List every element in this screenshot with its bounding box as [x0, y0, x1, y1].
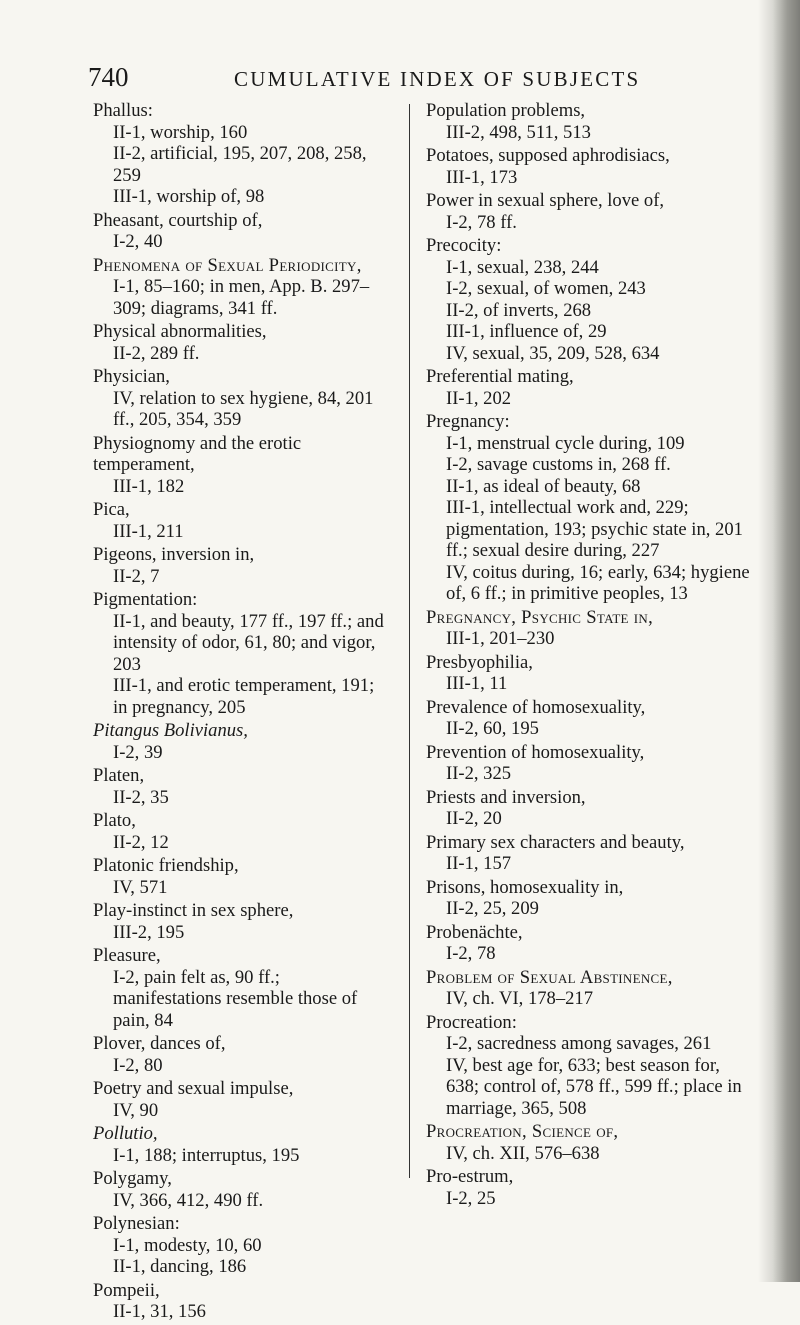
index-subentry: II-2, 12: [113, 831, 169, 853]
index-entry: [93, 1123, 393, 1166]
index-entry-heading: Phenomena of Sexual Periodicity,: [93, 254, 362, 276]
index-entry-heading: Probenächte,: [426, 921, 523, 943]
index-entry-heading: Platen,: [93, 765, 145, 786]
index-subentry: II-1, as ideal of beauty, 68: [446, 475, 641, 497]
index-subentry: II-2, of inverts, 268: [446, 299, 592, 321]
index-entry: [93, 366, 393, 431]
index-subentry: IV, 90: [113, 1099, 159, 1121]
index-entry-heading: Plover, dances of,: [93, 1033, 226, 1054]
index-entry: [426, 235, 751, 364]
index-entry-heading: Procreation, Science of,: [426, 1121, 619, 1142]
index-entry: [93, 1078, 393, 1121]
index-entry-heading: Phallus:: [93, 100, 153, 121]
index-entry: [426, 967, 751, 1010]
index-subentry: IV, best age for, 633; best season for, 638; control of, 578 ff., 599 ff.; place in marriage, 365, 508: [446, 1054, 742, 1119]
index-entry: [93, 544, 393, 587]
index-entry-heading: Pregnancy:: [426, 411, 510, 432]
index-entry: [426, 411, 751, 605]
index-subentry: II-1, dancing, 186: [113, 1256, 247, 1277]
index-column-right: [426, 100, 751, 1211]
index-subentry: II-2, 35: [113, 786, 169, 808]
index-entry: [426, 1012, 751, 1120]
index-entry-heading: Precocity:: [426, 235, 502, 256]
index-entry: [426, 1121, 751, 1164]
index-entry: [426, 742, 751, 785]
index-entry: [93, 1213, 393, 1278]
index-subentry: IV, sexual, 35, 209, 528, 634: [446, 342, 660, 364]
index-entry: [93, 1033, 393, 1076]
index-subentry: IV, ch. XII, 576–638: [446, 1142, 600, 1164]
index-entry-heading: Prevention of homosexuality,: [426, 741, 645, 763]
index-entry-heading: Physician,: [93, 366, 170, 387]
index-entry-heading: Priests and inversion,: [426, 786, 586, 808]
index-entry: [426, 100, 751, 143]
index-entry-heading: Pigeons, inversion in,: [93, 544, 255, 565]
index-subentry: I-1, sexual, 238, 244: [446, 256, 599, 278]
index-subentry: II-2, 20: [446, 808, 502, 829]
index-entry: [93, 433, 393, 498]
index-entry-heading: Pompeii,: [93, 1279, 160, 1301]
index-subentry: I-2, sexual, of women, 243: [446, 278, 646, 299]
index-entry: [93, 321, 393, 364]
index-entry: [426, 1166, 751, 1209]
index-subentry: IV, relation to sex hygiene, 84, 201 ff., 205, 354, 359: [113, 387, 374, 430]
index-subentry: II-2, 7: [113, 565, 160, 587]
index-subentry: I-2, sacredness among savages, 261: [446, 1033, 712, 1054]
index-entry-heading: Pheasant, courtship of,: [93, 209, 263, 231]
index-entry-heading: Physical abnormalities,: [93, 321, 267, 342]
index-subentry: III-1, 182: [113, 475, 185, 497]
index-entry: [426, 190, 751, 233]
index-entry-heading: Physiognomy and the erotic temperament,: [93, 432, 302, 475]
index-subentry: IV, 571: [113, 876, 168, 898]
index-subentry: III-1, 201–230: [446, 628, 555, 649]
index-subentry: II-1, 202: [446, 387, 512, 409]
index-entry: [93, 900, 393, 943]
index-entry: [93, 1168, 393, 1211]
running-head: CUMULATIVE INDEX OF SUBJECTS: [234, 67, 641, 91]
index-entry: [93, 499, 393, 542]
index-entry-heading: Problem of Sexual Abstinence,: [426, 966, 673, 988]
index-subentry: I-2, 78 ff.: [446, 211, 517, 233]
index-entry-heading: Pro-estrum,: [426, 1166, 514, 1187]
index-subentry: II-2, artificial, 195, 207, 208, 258, 259: [113, 143, 367, 186]
index-entry: [93, 100, 393, 208]
index-entry: [93, 255, 393, 320]
index-entry: [93, 1280, 393, 1323]
index-subentry: II-1, worship, 160: [113, 121, 248, 143]
index-entry-heading: Pleasure,: [93, 945, 161, 966]
index-subentry: III-1, influence of, 29: [446, 321, 607, 342]
index-entry-heading: Pica,: [93, 499, 130, 520]
index-entry-heading: Procreation:: [426, 1011, 517, 1033]
index-entry-heading: Poetry and sexual impulse,: [93, 1078, 294, 1099]
index-entry-heading: Polynesian:: [93, 1213, 180, 1234]
index-entry-heading: Prisons, homosexuality in,: [426, 876, 624, 898]
index-entry: [93, 810, 393, 853]
index-subentry: I-2, 39: [113, 741, 163, 763]
index-subentry: II-1, 31, 156: [113, 1301, 206, 1322]
index-entry-heading: Plato,: [93, 810, 136, 831]
index-subentry: I-2, pain felt as, 90 ff.; manifestations resemble those of pain, 84: [113, 966, 358, 1031]
index-subentry: IV, coitus during, 16; early, 634; hygiene of, 6 ff.; in primitive peoples, 13: [446, 561, 750, 604]
index-entry: [426, 832, 751, 875]
index-entry: [93, 765, 393, 808]
index-entry: [426, 366, 751, 409]
index-entry-heading: Polygamy,: [93, 1168, 172, 1189]
index-subentry: II-2, 25, 209: [446, 898, 539, 919]
index-entry-heading: Presbyophilia,: [426, 651, 533, 673]
index-subentry: II-2, 325: [446, 763, 512, 784]
index-subentry: I-1, menstrual cycle during, 109: [446, 432, 685, 454]
index-subentry: I-2, 80: [113, 1054, 163, 1076]
index-entry: [426, 877, 751, 920]
index-entry: [426, 787, 751, 830]
index-subentry: IV, 366, 412, 490 ff.: [113, 1189, 264, 1211]
index-entry: [93, 210, 393, 253]
index-entry: [93, 589, 393, 718]
column-divider: [409, 104, 410, 1178]
index-entry: [93, 855, 393, 898]
index-entry: [93, 720, 393, 763]
index-entry: [426, 697, 751, 740]
index-entry-heading: Play-instinct in sex sphere,: [93, 900, 294, 921]
index-entry-heading: Prevalence of homosexuality,: [426, 696, 646, 718]
index-subentry: III-1, 211: [113, 520, 184, 542]
index-subentry: I-1, 85–160; in men, App. B. 297–309; diagrams, 341 ff.: [113, 276, 370, 319]
index-entry-heading: Pitangus Bolivianus,: [93, 720, 248, 741]
index-entry-heading: Pregnancy, Psychic State in,: [426, 606, 654, 628]
index-subentry: IV, ch. VI, 178–217: [446, 988, 594, 1009]
index-subentry: III-2, 498, 511, 513: [446, 121, 591, 143]
index-entry-heading: Primary sex characters and beauty,: [426, 831, 685, 853]
index-subentry: I-1, modesty, 10, 60: [113, 1234, 262, 1256]
index-subentry: III-1, and erotic temperament, 191; in pregnancy, 205: [113, 675, 375, 718]
index-entry: [426, 652, 751, 695]
index-subentry: I-2, savage customs in, 268 ff.: [446, 454, 671, 475]
index-subentry: II-2, 60, 195: [446, 718, 539, 739]
index-entry-heading: Population problems,: [426, 100, 586, 121]
index-subentry: I-2, 78: [446, 943, 496, 964]
page-number: 740: [88, 62, 129, 92]
index-entry-heading: Potatoes, supposed aphrodisiacs,: [426, 145, 670, 166]
index-column-left: [93, 100, 393, 1325]
index-subentry: III-2, 195: [113, 921, 185, 943]
index-subentry: I-2, 40: [113, 231, 163, 252]
index-entry-heading: Pigmentation:: [93, 589, 198, 610]
index-subentry: III-1, intellectual work and, 229; pigmentation, 193; psychic state in, 201 ff.; sexual desire during, 227: [446, 497, 743, 561]
index-entry: [426, 607, 751, 650]
index-subentry: III-1, worship of, 98: [113, 186, 265, 207]
page-header: [88, 62, 708, 96]
index-subentry: II-1, 157: [446, 853, 512, 874]
index-subentry: II-2, 289 ff.: [113, 342, 200, 364]
index-subentry: I-1, 188; interruptus, 195: [113, 1144, 300, 1166]
index-entry-heading: Pollutio,: [93, 1123, 158, 1144]
index-subentry: III-1, 173: [446, 166, 518, 188]
index-entry: [426, 922, 751, 965]
index-entry-heading: Preferential mating,: [426, 366, 574, 387]
index-entry: [93, 945, 393, 1031]
index-subentry: III-1, 11: [446, 673, 508, 694]
index-entry-heading: Power in sexual sphere, love of,: [426, 190, 665, 211]
index-subentry: I-2, 25: [446, 1187, 496, 1209]
page-edge-shadow: [758, 0, 800, 1282]
index-subentry: II-1, and beauty, 177 ff., 197 ff.; and intensity of odor, 61, 80; and vigor, 203: [113, 610, 384, 675]
index-entry: [426, 145, 751, 188]
index-entry-heading: Platonic friendship,: [93, 855, 239, 876]
